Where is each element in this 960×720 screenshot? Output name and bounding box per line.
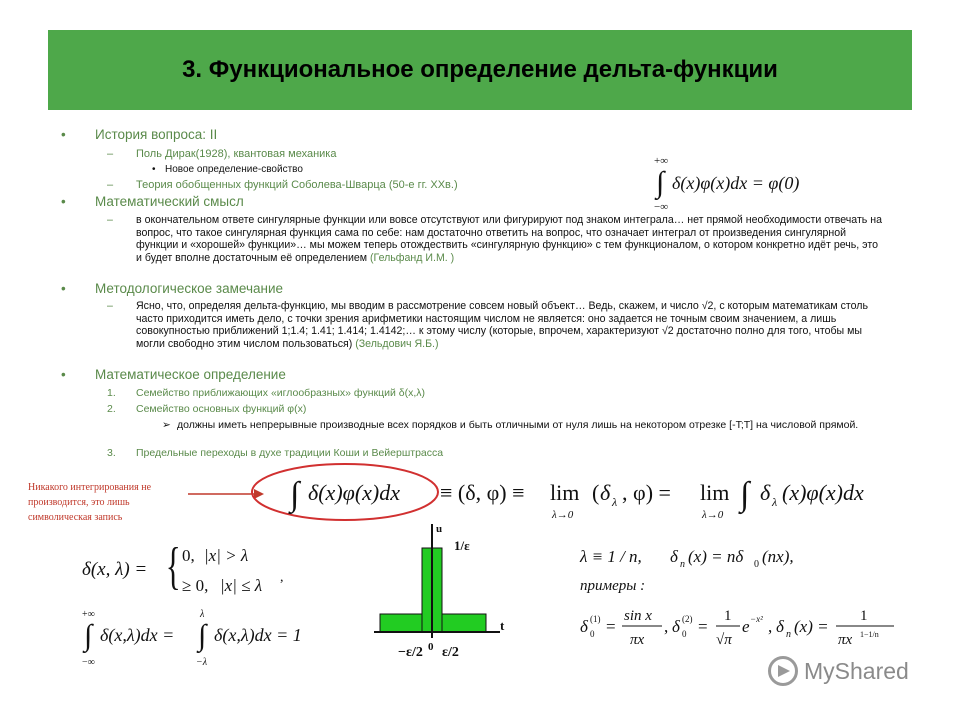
formula-functional-definition: [250, 462, 910, 528]
svg-text:n: n: [786, 629, 791, 640]
formula-dirac-property: [650, 152, 850, 212]
svg-text:{: {: [165, 538, 181, 596]
svg-text:lim: lim: [700, 480, 730, 505]
svg-text:=: =: [698, 617, 708, 636]
math-meaning-paragraph: [107, 214, 884, 264]
dash-icon: –: [107, 300, 113, 312]
zero-label: 0: [428, 641, 434, 653]
svg-text:≡ (δ, φ) ≡: ≡ (δ, φ) ≡: [440, 480, 525, 505]
dash-icon: –: [107, 214, 113, 226]
svg-text:λ: λ: [200, 609, 205, 620]
dash-icon: –: [107, 179, 114, 191]
method-source: (Зельдович Я.Б.): [355, 337, 439, 350]
pulse-graph: [370, 518, 520, 663]
bullet-method-label: Методологическое замечание: [95, 281, 283, 296]
svg-text:λ: λ: [612, 495, 618, 509]
bullet-icon: •: [61, 281, 66, 296]
svg-text:1: 1: [860, 608, 868, 624]
method-text: Ясно, что, определяя дельта-функцию, мы вводим в рассмотрение совсем новый объект… Ведь, скажем, и число √2, с которым математикам столь часто приходится иметь дело, с точки зрения арифметики настоящим числом не является: оно задается не точным своим значением, а лишь совокупностью приближений 1;1.4; 1.41; 1.414; 1.4142;… к этому числу (которые, впрочем, характеризуют √2 достаточно полно для того, чтобы мы могли свободно этим числом пользоваться): [136, 300, 868, 350]
bullet-math-def-label: Математическое определение: [95, 367, 286, 382]
svg-text:√π: √π: [716, 632, 732, 648]
symbolic-note: Никакого интегрирования не производится, это лишь символическая запись: [28, 482, 152, 523]
svg-text:−∞: −∞: [82, 657, 95, 668]
svg-text:|x| > λ: |x| > λ: [204, 546, 249, 565]
svg-text:0,: 0,: [182, 546, 195, 565]
sub-theory: [107, 179, 458, 191]
svg-text:, φ) =: , φ) =: [622, 480, 671, 505]
def-item-2: [107, 403, 307, 415]
svg-text:πx: πx: [630, 632, 645, 648]
svg-text:λ→0: λ→0: [702, 509, 724, 521]
sub-theory-label: Теория обобщенных функций Соболева-Шварца (50-е гг. XXв.): [136, 179, 458, 191]
play-logo-icon: [768, 656, 798, 686]
def-item-2-number: 2.: [107, 403, 116, 415]
formula-normalization: [80, 605, 340, 670]
svg-text:δ(x,λ)dx = 1: δ(x,λ)dx = 1: [214, 625, 302, 645]
svg-text:−λ: −λ: [196, 657, 208, 668]
svg-text:0: 0: [754, 559, 759, 570]
def-item-3: [107, 447, 444, 459]
def-sub-item: [162, 419, 897, 431]
svg-text:|x| ≤ λ: |x| ≤ λ: [220, 576, 263, 595]
svg-text:(2): (2): [682, 614, 693, 624]
def-item-3-text: Предельные переходы в духе традиции Коши и Вейерштрасса: [136, 447, 444, 459]
svg-text:0: 0: [590, 629, 595, 639]
bullet-method: [61, 281, 283, 296]
svg-text:e: e: [742, 617, 750, 636]
svg-text:δ: δ: [776, 617, 784, 636]
svg-text:lim: lim: [550, 480, 580, 505]
left-edge-label: −ε/2: [398, 645, 423, 660]
bullet-history-label: История вопроса: II: [95, 127, 218, 142]
svg-text:δ: δ: [670, 547, 678, 566]
svg-text:+∞: +∞: [82, 609, 95, 620]
svg-text:1−1/n: 1−1/n: [860, 630, 879, 639]
def-item-1-text: Семейство приближающих «иглообразных» функций δ(x,λ): [136, 387, 426, 399]
def-item-2-text: Семейство основных функций φ(x): [136, 403, 307, 415]
method-paragraph: [107, 300, 884, 350]
watermark: [768, 656, 909, 686]
svg-text:δ: δ: [672, 617, 680, 636]
dash-icon: –: [107, 148, 114, 160]
def-item-3-number: 3.: [107, 447, 116, 459]
axis-t-label: t: [500, 618, 505, 633]
def-item-1: [107, 387, 426, 399]
bullet-math-meaning-label: Математический смысл: [95, 194, 244, 209]
svg-text:(1): (1): [590, 614, 601, 624]
svg-text:δ(x,λ)dx =: δ(x,λ)dx =: [100, 625, 175, 645]
svg-text:λ: λ: [772, 495, 778, 509]
svg-text:,: ,: [768, 617, 773, 636]
svg-text:∫: ∫: [290, 476, 300, 513]
svg-text:n: n: [680, 559, 685, 570]
math-meaning-source: (Гельфанд И.М. ): [370, 251, 455, 264]
sub-sub-definition-label: Новое определение-свойство: [165, 164, 303, 175]
bullet-history: [61, 127, 218, 142]
sub-dirac: [107, 148, 337, 160]
svg-text:(nx),: (nx),: [762, 547, 794, 566]
svg-text:λ ≡ 1 / n,: λ ≡ 1 / n,: [580, 547, 642, 566]
sub-sub-definition: [152, 164, 303, 175]
svg-text:δ(x)φ(x)dx = φ(0): δ(x)φ(x)dx = φ(0): [672, 173, 800, 193]
svg-text:∫: ∫: [198, 619, 207, 652]
right-edge-label: ε/2: [442, 645, 459, 660]
svg-text:=: =: [606, 617, 616, 636]
svg-text:sin x: sin x: [624, 608, 652, 624]
svg-text:δ: δ: [580, 617, 588, 636]
svg-text:,: ,: [664, 617, 669, 636]
svg-text:(x)φ(x)dx: (x)φ(x)dx: [782, 480, 864, 505]
svg-text:(: (: [592, 480, 600, 505]
svg-text:λ→0: λ→0: [552, 509, 574, 521]
bullet-icon: •: [61, 367, 66, 382]
examples-label: примеры :: [580, 578, 646, 594]
sub-dirac-label: Поль Дирак(1928), квантовая механика: [136, 148, 337, 160]
formula-piecewise: [80, 535, 310, 605]
svg-text:+∞: +∞: [654, 155, 669, 167]
def-item-1-number: 1.: [107, 387, 116, 399]
svg-text:(x) =: (x) =: [794, 617, 829, 636]
svg-text:δ: δ: [760, 480, 771, 505]
svg-text:δ(x, λ) =: δ(x, λ) =: [82, 559, 148, 580]
svg-text:∫: ∫: [84, 619, 93, 652]
svg-text:(x) = nδ: (x) = nδ: [688, 547, 744, 566]
slide-title: 3. Функциональное определение дельта-функции: [182, 56, 778, 83]
svg-text:∫: ∫: [656, 166, 665, 199]
bullet-math-def: [61, 367, 286, 382]
bullet-icon: •: [61, 194, 66, 209]
watermark-text: MyShared: [804, 657, 909, 684]
def-sub-item-text: должны иметь непрерывные производные всех порядков и быть отличными от нуля лишь на некотором отрезке [-T;T] на числовой прямой.: [177, 419, 859, 431]
svg-text:,: ,: [280, 570, 284, 585]
formula-examples: [578, 540, 918, 670]
svg-text:πx: πx: [838, 632, 853, 648]
arrow-bullet-icon: ➢: [162, 419, 171, 431]
bullet-math-meaning: [61, 194, 244, 209]
svg-text:−∞: −∞: [654, 201, 669, 212]
math-meaning-text: в окончательном ответе сингулярные функции или вовсе отсутствуют или фигурируют под знаком интеграла… нет прямой необходимости отвечать на вопрос, что такое сингулярная функция сама по себе: нам достаточно ответить на вопрос, что означает интеграл от произведения сингулярной функции и «хорошей» функции»… мы можем теперь отождествить «сингулярную функцию» с тем функционалом, о котором конкретно идёт речь, это и будет вполне достаточным её определением: [136, 214, 882, 264]
title-banner: [48, 30, 912, 110]
svg-text:δ: δ: [600, 480, 611, 505]
svg-text:δ(x)φ(x)dx: δ(x)φ(x)dx: [308, 480, 400, 505]
bullet-icon: •: [61, 127, 66, 142]
axis-u-label: u: [436, 523, 443, 535]
height-label: 1/ε: [454, 538, 470, 553]
svg-text:≥ 0,: ≥ 0,: [182, 576, 209, 595]
svg-text:∫: ∫: [740, 476, 750, 513]
svg-text:−x²: −x²: [750, 614, 763, 624]
dot-icon: •: [152, 164, 156, 175]
svg-text:1: 1: [724, 608, 732, 624]
svg-text:0: 0: [682, 629, 687, 639]
